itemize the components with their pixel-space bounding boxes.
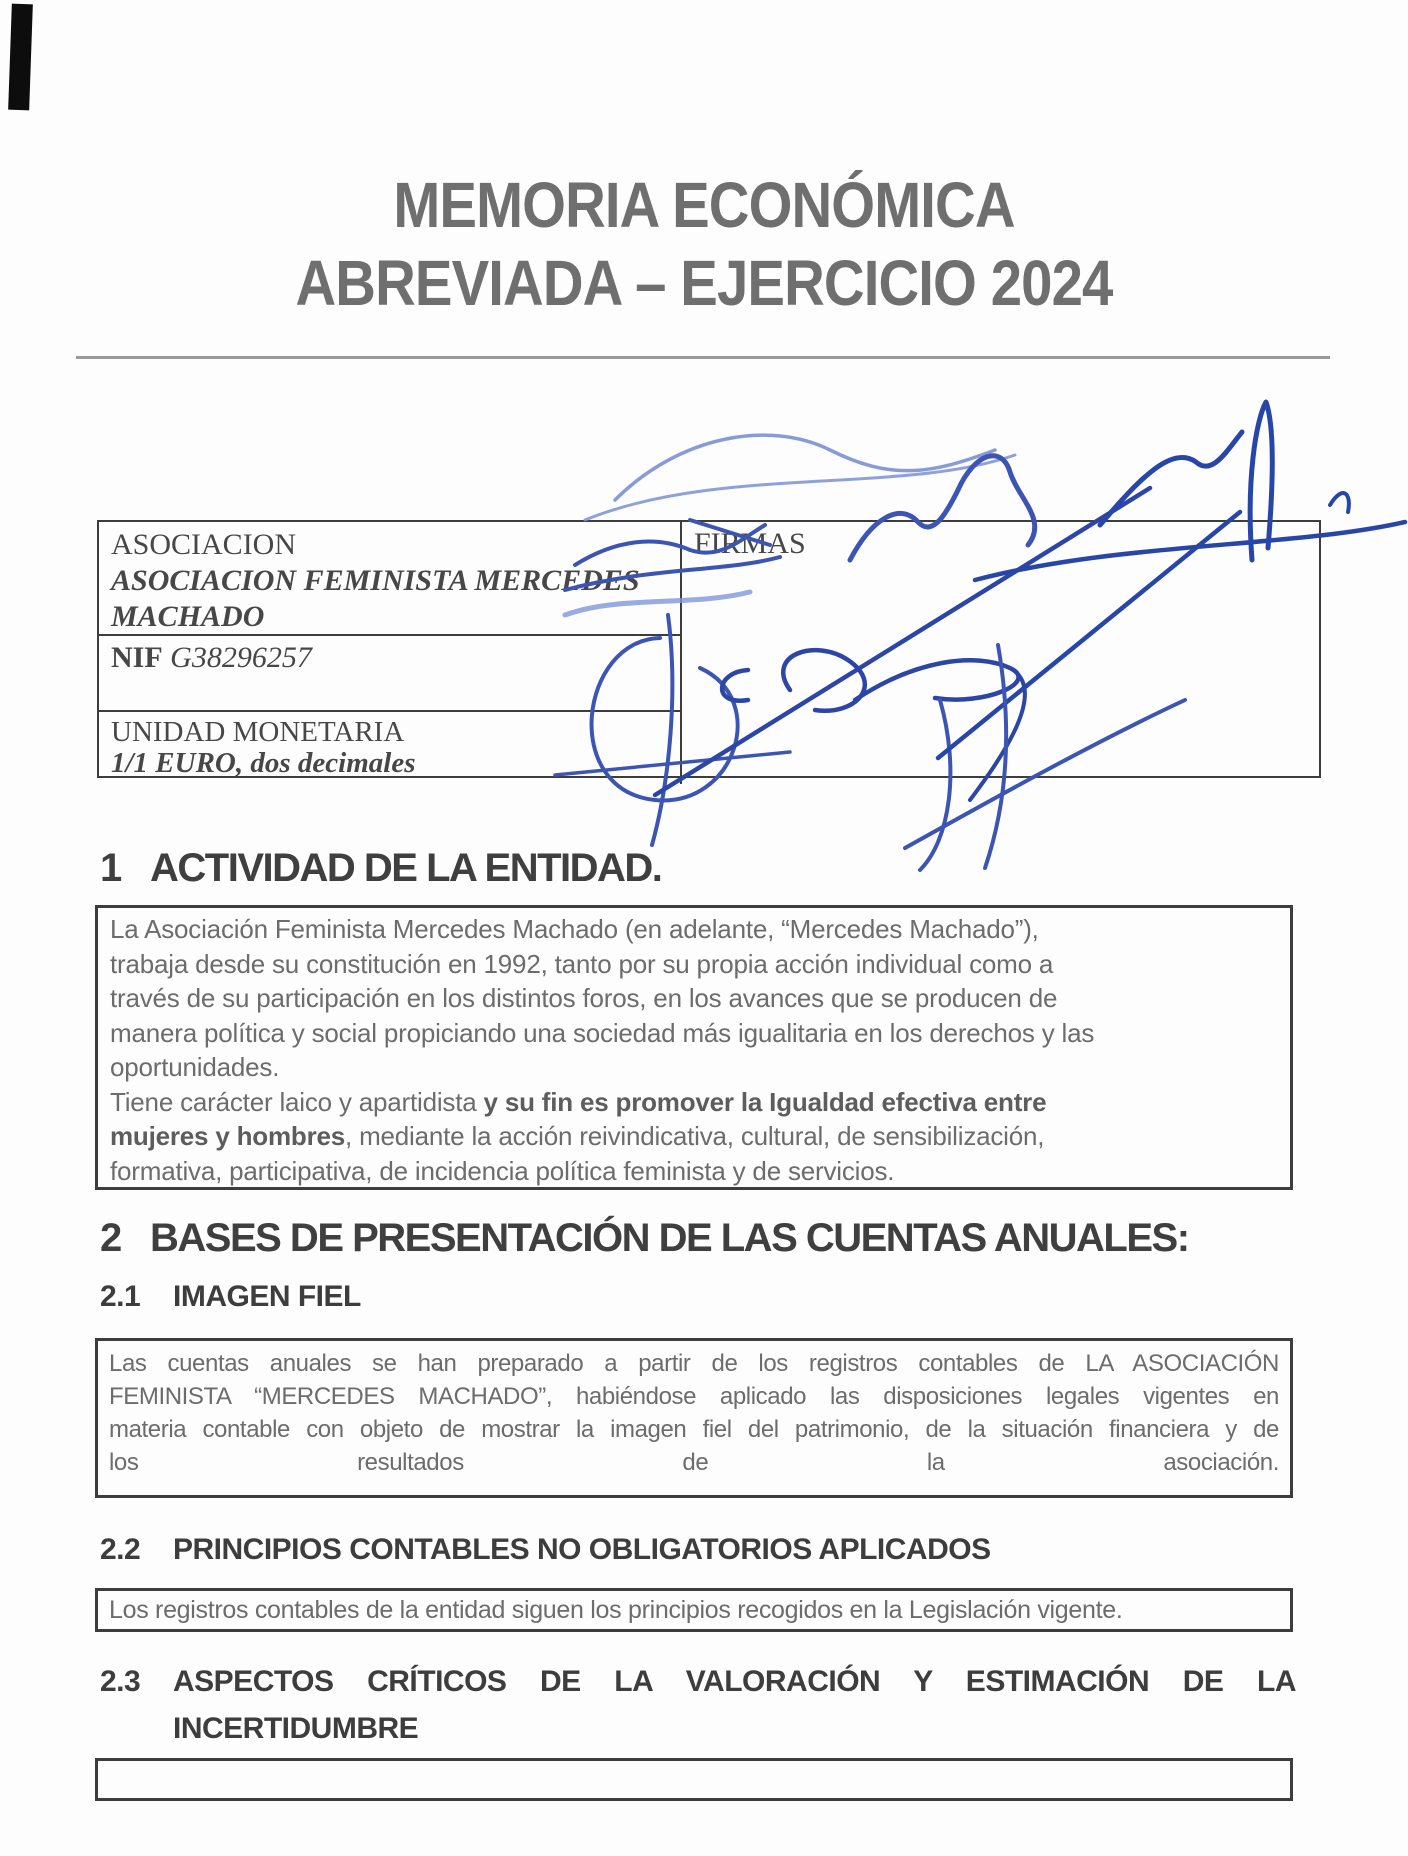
- text-line: materia contable con objeto de mostrar la imagen fiel del patrimonio, de la situación financiera y de: [109, 1416, 1279, 1443]
- text-line: Los registros contables de la entidad siguen los principios recogidos en la Legislación vigente.: [109, 1596, 1123, 1624]
- signature-stroke: [850, 490, 958, 560]
- imagen-fiel-text-box: [95, 1338, 1293, 1498]
- firmas-label: FIRMAS: [694, 527, 806, 560]
- signature-stroke: [690, 520, 770, 545]
- text-line: los resultados de la asociación.: [109, 1449, 1279, 1476]
- section-2-1-heading: [100, 1280, 361, 1314]
- asociacion-label: ASOCIACION: [111, 528, 297, 561]
- unidad-label: UNIDAD MONETARIA: [111, 716, 405, 748]
- scan-artifact-mark: [8, 4, 33, 111]
- unidad-value: 1/1 EURO, dos decimales: [111, 747, 416, 779]
- signature-stroke: [1330, 493, 1349, 512]
- signature-stroke: [652, 615, 672, 845]
- signature-stroke: [1100, 432, 1242, 525]
- section-2-3-heading: [100, 1658, 1296, 1752]
- text-line: [110, 1154, 1278, 1189]
- signature-stroke: [555, 752, 790, 775]
- text-line: FEMINISTA “MERCEDES MACHADO”, habiéndose aplicado las disposiciones legales vigentes en: [109, 1383, 1279, 1410]
- nif-label: NIF: [111, 641, 163, 674]
- line-segment: La Asociación Feminista Mercedes Machado (en adelante, “Mercedes Machado”),: [110, 914, 1039, 944]
- principios-text-box: [95, 1588, 1293, 1632]
- line-segment: través de su participación en los distintos foros, en los avances que se producen de: [110, 983, 1058, 1013]
- line-segment: oportunidades.: [110, 1052, 280, 1082]
- document-title: [84, 166, 1323, 322]
- section-1-number: 1: [100, 846, 121, 890]
- signature-stroke: [783, 650, 865, 711]
- text-line: [110, 947, 1278, 982]
- section-2-3-title-line1: ASPECTOS CRÍTICOS DE LA VALORACIÓN Y ESTIMACIÓN DE LA: [173, 1665, 1296, 1698]
- section-2-3-title: [173, 1658, 1296, 1752]
- text-line: [110, 981, 1278, 1016]
- line-segment: formativa, participativa, de incidencia política feminista y de servicios.: [110, 1155, 895, 1186]
- line-segment: Tiene carácter laico y apartidista: [110, 1086, 484, 1117]
- signatures: [540, 390, 1408, 890]
- section-2-3-number: 2.3: [100, 1665, 141, 1698]
- section-1-title: ACTIVIDAD DE LA ENTIDAD.: [150, 846, 662, 890]
- text-line: [110, 1119, 1278, 1154]
- line-segment: manera política y social propiciando una sociedad más igualitaria en los derechos y las: [110, 1017, 1095, 1048]
- line-segment: trabaja desde su constitución en 1992, tanto por su propia acción individual como a: [110, 948, 1054, 979]
- line-segment: , mediante la acción reivindicativa, cultural, de sensibilización,: [345, 1121, 1045, 1151]
- text-line: Las cuentas anuales se han preparado a partir de los registros contables de LA ASOCIACIÓN: [109, 1350, 1279, 1377]
- signature-stroke: [565, 592, 750, 615]
- document-title-line1: MEMORIA ECONÓMICA: [393, 169, 1015, 241]
- text-line: [110, 1050, 1278, 1085]
- text-line: [110, 1085, 1278, 1120]
- line-segment-bold: mujeres y hombres: [110, 1121, 346, 1151]
- signature-stroke: [985, 645, 1006, 868]
- title-divider: [76, 356, 1330, 359]
- signature-stroke: [920, 700, 950, 870]
- document-title-line2: ABREVIADA – EJERCICIO 2024: [295, 247, 1113, 319]
- signature-stroke: [958, 456, 1035, 545]
- nif-value: G38296257: [170, 641, 312, 674]
- section-2-number: 2: [100, 1216, 121, 1260]
- asociacion-name-line2: MACHADO: [111, 600, 265, 633]
- section-2-3-title-line2: INCERTIDUMBRE: [173, 1712, 419, 1745]
- signature-stroke: [565, 557, 780, 590]
- signature-stroke: [855, 660, 1019, 700]
- section-2-2-title: PRINCIPIOS CONTABLES NO OBLIGATORIOS APLICADOS: [173, 1533, 991, 1566]
- signature-stroke: [615, 435, 995, 500]
- section-2-2-number: 2.2: [100, 1533, 141, 1566]
- section-2-2-heading: [100, 1533, 991, 1567]
- section-2-1-number: 2.1: [100, 1280, 141, 1313]
- activity-text-box: [95, 905, 1293, 1190]
- signature-stroke: [1250, 402, 1272, 560]
- text-line: [110, 1016, 1278, 1051]
- asociacion-name-line1: ASOCIACION FEMINISTA MERCEDES: [111, 564, 640, 597]
- line-segment-bold: y su fin es promover la Igualdad efectiva entre: [483, 1086, 1047, 1117]
- section-2-1-title: IMAGEN FIEL: [173, 1280, 361, 1313]
- signature-stroke: [575, 525, 765, 565]
- text-line: [110, 912, 1278, 947]
- section-2-title: BASES DE PRESENTACIÓN DE LAS CUENTAS ANUALES:: [150, 1216, 1189, 1260]
- signature-stroke: [938, 512, 1240, 758]
- section-2-heading: [100, 1216, 1189, 1261]
- signature-stroke: [970, 668, 1025, 800]
- incertidumbre-empty-box: [95, 1758, 1293, 1801]
